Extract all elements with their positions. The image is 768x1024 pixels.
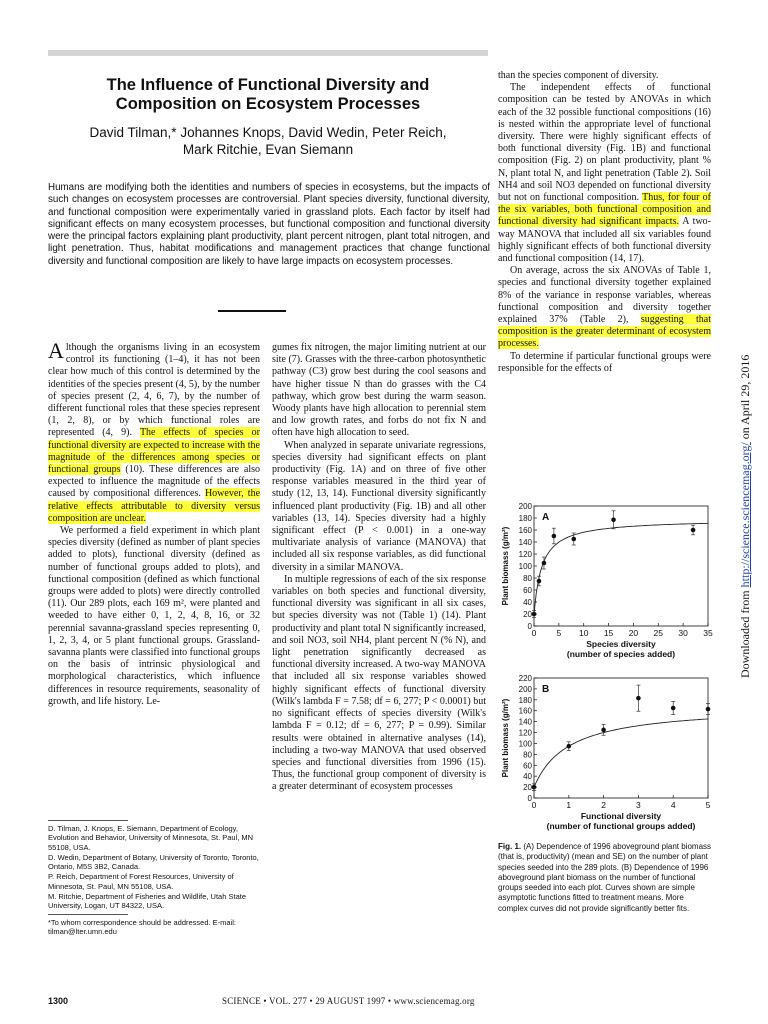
page-number: 1300: [48, 996, 69, 1006]
x-axis-label-units: (number of species added): [566, 649, 676, 659]
x-tick-label: 20: [628, 628, 639, 638]
y-tick-label: 180: [518, 514, 532, 523]
x-tick-label: 4: [670, 800, 676, 810]
y-tick-label: 20: [523, 610, 532, 619]
col3-p4: To determine if particular functional groups were responsible for the effects of: [498, 350, 711, 374]
data-point: [532, 785, 537, 790]
y-axis-label: Plant biomass (g/m²): [501, 698, 510, 778]
y-tick-label: 20: [523, 783, 532, 793]
x-tick-label: 0: [531, 628, 537, 638]
header-rule: [48, 50, 488, 56]
x-axis-label: Species diversity: [586, 639, 656, 649]
x-tick-label: 0: [531, 800, 537, 810]
y-tick-label: 0: [527, 622, 532, 631]
data-point: [691, 528, 696, 533]
col1-p1-a: lthough the organisms living in an ecosystem control its functioning (1–4), it has not been clear how much of this control is determined by the identities of the species present (4, 5), by the number of species present (2, 4, 6, 7), by the number of different functional roles that these species represent (1, 2, 8), or by which functional roles are represented (4, 9).: [48, 342, 260, 439]
authors-line-2: Mark Ritchie, Evan Siemann: [182, 142, 354, 157]
x-tick-label: 35: [703, 628, 713, 638]
y-tick-label: 40: [523, 772, 532, 782]
y-tick-label: 120: [518, 550, 532, 559]
x-tick-label: 1: [566, 800, 572, 810]
y-tick-label: 160: [518, 526, 532, 535]
download-note: [738, 355, 753, 678]
correspondence: *To whom correspondence should be addressed. E-mail: tilman@lter.umn.edu: [48, 917, 237, 936]
x-tick-label: 30: [678, 628, 688, 638]
running-footer: SCIENCE • VOL. 277 • 29 AUGUST 1997 • www.sciencemag.org: [222, 996, 475, 1006]
y-tick-label: 60: [523, 761, 532, 771]
figure-caption: [498, 842, 714, 914]
article-title: [48, 76, 488, 114]
y-tick-label: 200: [518, 684, 532, 694]
x-axis-label-units: (number of functional groups added): [546, 821, 696, 831]
col2-p3: In multiple regressions of each of the six response variables on both species and functional diversity, functional diversity was significant in all six cases, but species diversity was not (Table 1) (14). Plant productivity and plant total N significantly increased, and soil NO3, soil NH4, plant percent N (% N), and light penetration significantly decreased as functional diversity increased. A two-way MANOVA that included all six response variables showed highly significant effects of functional diversity (Wilk's lambda F = 7.58; df = 6, 277; P < 0.0001) but no significant effects of species diversity (Wilk's lambda F = 0.12; df = 6, 277; P = 0.99). Similar results were obtained in alternative analyses (14), including a two-way MANOVA that used observed species and functional diversities from 1996 (15). Thus, the functional group component of diversity is a greater determinant of ecosystem processes: [272, 573, 486, 793]
y-tick-label: 100: [518, 739, 532, 749]
y-tick-label: 40: [523, 598, 532, 607]
panel-label: B: [542, 684, 550, 695]
affiliation-4: M. Ritchie, Department of Fisheries and Wildlife, Utah State University, Logan, UT 84322, USA.: [48, 892, 246, 911]
y-tick-label: 100: [518, 562, 532, 571]
data-point: [671, 706, 676, 711]
y-tick-label: 120: [518, 728, 532, 738]
y-tick-label: 200: [518, 502, 532, 511]
y-tick-label: 60: [523, 586, 532, 595]
body-column-3: [498, 70, 711, 375]
y-tick-label: 140: [518, 717, 532, 727]
data-point: [601, 728, 606, 733]
data-point: [542, 561, 547, 566]
drop-cap: A: [48, 338, 64, 363]
y-axis-label: Plant biomass (g/m²): [501, 526, 510, 606]
x-tick-label: 25: [653, 628, 664, 638]
affiliation-1: D. Tilman, J. Knops, E. Siemann, Department of Ecology, Evolution and Behavior, University of Minnesota, St. Paul, MN 55108, USA.: [48, 824, 254, 852]
caption-text: (A) Dependence of 1996 aboveground plant biomass (that is, productivity) (mean and SE) on the number of plant species seeded into the 289 plots. (B) Dependence of 1996 aboveground plant biomass on the number of functional groups seeded into each plot. Curves shown are simple asymptotic functions fitted to treatment means. More complex curves did not provide significantly better fits.: [498, 842, 712, 913]
col3-p3-a: On average, across the six ANOVAs of Table 1, species and functional diversity together explained 8% of the variance in response variables, whereas functional composition and diversity together explained 37% (Table 2),: [498, 265, 711, 326]
plot-frame: [534, 678, 708, 798]
x-tick-label: 5: [705, 800, 711, 810]
download-prefix: Downloaded from: [738, 587, 752, 678]
y-tick-label: 160: [518, 706, 532, 716]
fitted-curve: [534, 719, 708, 787]
highlight-4[interactable]: suggesting that composition is the greater determinant of ecosystem processes.: [498, 314, 711, 350]
data-point: [567, 744, 572, 749]
affiliation-2: D. Wedin, Department of Botany, University of Toronto, Toronto, Ontario, M5S 3B2, Canada.: [48, 852, 259, 872]
data-point: [571, 537, 576, 542]
data-point: [611, 518, 616, 523]
y-tick-label: 80: [523, 574, 532, 583]
title-line-2: Composition on Ecosystem Processes: [115, 95, 421, 113]
y-tick-label: 180: [518, 695, 532, 705]
col2-p1: gumes fix nitrogen, the major limiting nutrient at our site (7). Grasses with the three-carbon photosynthetic pathway (C3) grow best during the cool seasons and have higher tissue N than do grasses with the C4 pathway, which grow best during the warm season. Woody plants have high allocation to perennial stem and low growth rates, and forbs do not fix N and often have high allocation to seed.: [272, 342, 486, 439]
author-list: [48, 124, 488, 158]
download-link[interactable]: http://science.sciencemag.org/: [738, 442, 752, 588]
data-point: [532, 612, 537, 617]
x-tick-label: 10: [578, 628, 589, 638]
affiliations: [48, 817, 264, 937]
col3-p1: than the species component of diversity.: [498, 70, 659, 81]
y-tick-label: 220: [518, 674, 532, 683]
data-point: [537, 579, 542, 584]
y-tick-label: 80: [523, 750, 532, 760]
y-tick-label: 0: [527, 794, 532, 803]
x-axis-label: Functional diversity: [580, 811, 662, 821]
title-line-1: The Influence of Functional Diversity and: [106, 76, 430, 94]
col3-p2-a: The independent effects of functional composition can be tested by ANOVAs in which each of the 32 possible functional compositions (16) is nested within the appropriate level of functional diversity. There were highly significant effects of both functional diversity (Fig. 1B) and functional composition (Fig. 2) on plant productivity, plant % N, plant total N, and light penetration (Table 2). Soil NH4 and soil NO3 depended on functional diversity but not on functional composition.: [498, 82, 711, 204]
notes-divider: [48, 820, 128, 821]
notes-divider-2: [48, 914, 128, 915]
panel-a: [501, 502, 713, 659]
download-suffix: on April 29, 2016: [738, 354, 752, 443]
panel-label: A: [542, 512, 550, 523]
highlight-3[interactable]: Thus, for four of the six variables, both functional composition and functional diversity had significant impacts.: [498, 192, 711, 228]
x-tick-label: 2: [601, 800, 606, 810]
abstract: Humans are modifying both the identities and numbers of species in ecosystems, but the impacts of such changes on ecosystem processes are controversial. Plant species diversity, functional diversity, and functional composition were experimentally varied in grassland plots. Each factor by itself had significant effects on many ecosystem processes, but functional composition and functional diversity were the principal factors explaining plant productivity, plant percent nitrogen, plant total nitrogen, and light penetration. Thus, habitat modifications and management practices that change functional diversity and functional composition are likely to have large impacts on ecosystem processes.: [48, 182, 490, 267]
x-tick-label: 15: [603, 628, 614, 638]
figure-1: [496, 498, 718, 838]
caption-label: Fig. 1.: [498, 842, 522, 851]
data-point: [636, 696, 641, 701]
x-tick-label: 3: [636, 800, 641, 810]
body-column-1: [48, 338, 261, 708]
data-point: [706, 707, 711, 712]
col3-p2-b: A two-way MANOVA that included all six variables found highly significant effects of both functional diversity and functional composition (14, 17).: [498, 216, 712, 265]
x-tick-label: 5: [556, 628, 562, 638]
highlight-2[interactable]: However, the relative effects attributable to diversity versus composition are unclear.: [48, 488, 261, 524]
body-column-2: [272, 342, 486, 794]
abstract-divider: [218, 310, 286, 312]
highlight-1[interactable]: The effects of species or functional diversity are expected to increase with the magnitude of the differences among species or functional groups: [48, 427, 260, 476]
col1-p1-b: (10). These differences are also expected to influence the magnitude of the effects caused by compositional differences.: [48, 464, 261, 500]
fitted-curve: [534, 523, 708, 614]
y-tick-label: 140: [518, 538, 532, 547]
col1-p2: We performed a field experiment in which plant species diversity (defined as number of plant species added to plots), functional diversity (defined as number of functional groups added to plots), and functional composition (defined as which functional groups were added to plots) were directly controlled (11). Our 289 plots, each 169 m², were planted and weeded to have either 0, 1, 2, 4, 8, 16, or 32 perennial savanna-grassland species representing 0, 1, 2, 3, 4, or 5 plant functional groups. Grassland-savanna plants were classified into functional groups on the basis of intrinsic physiological and morphological characteristics, which influence differences in resource requirements, seasonality of growth, and life history. Le-: [48, 525, 260, 707]
authors-line-1: David Tilman,* Johannes Knops, David Wedin, Peter Reich,: [89, 125, 447, 140]
affiliation-3: P. Reich, Department of Forest Resources, University of Minnesota, St. Paul, MN 55108, USA.: [48, 872, 234, 891]
col2-p2: When analyzed in separate univariate regressions, species diversity had significant effects on plant productivity (Fig. 1A) and on three of five other response variables measured in the third year of study (12, 13, 14). Functional diversity significantly influenced plant productivity (Fig. 1B) and all other variables (13, 14). Species diversity had a highly significant effect (P < 0.001) in a one-way multivariate analysis of variance (MANOVA) that included all six response variables, as did functional diversity in a similar MANOVA.: [272, 439, 486, 573]
data-point: [552, 534, 557, 539]
panel-b: [501, 674, 711, 831]
